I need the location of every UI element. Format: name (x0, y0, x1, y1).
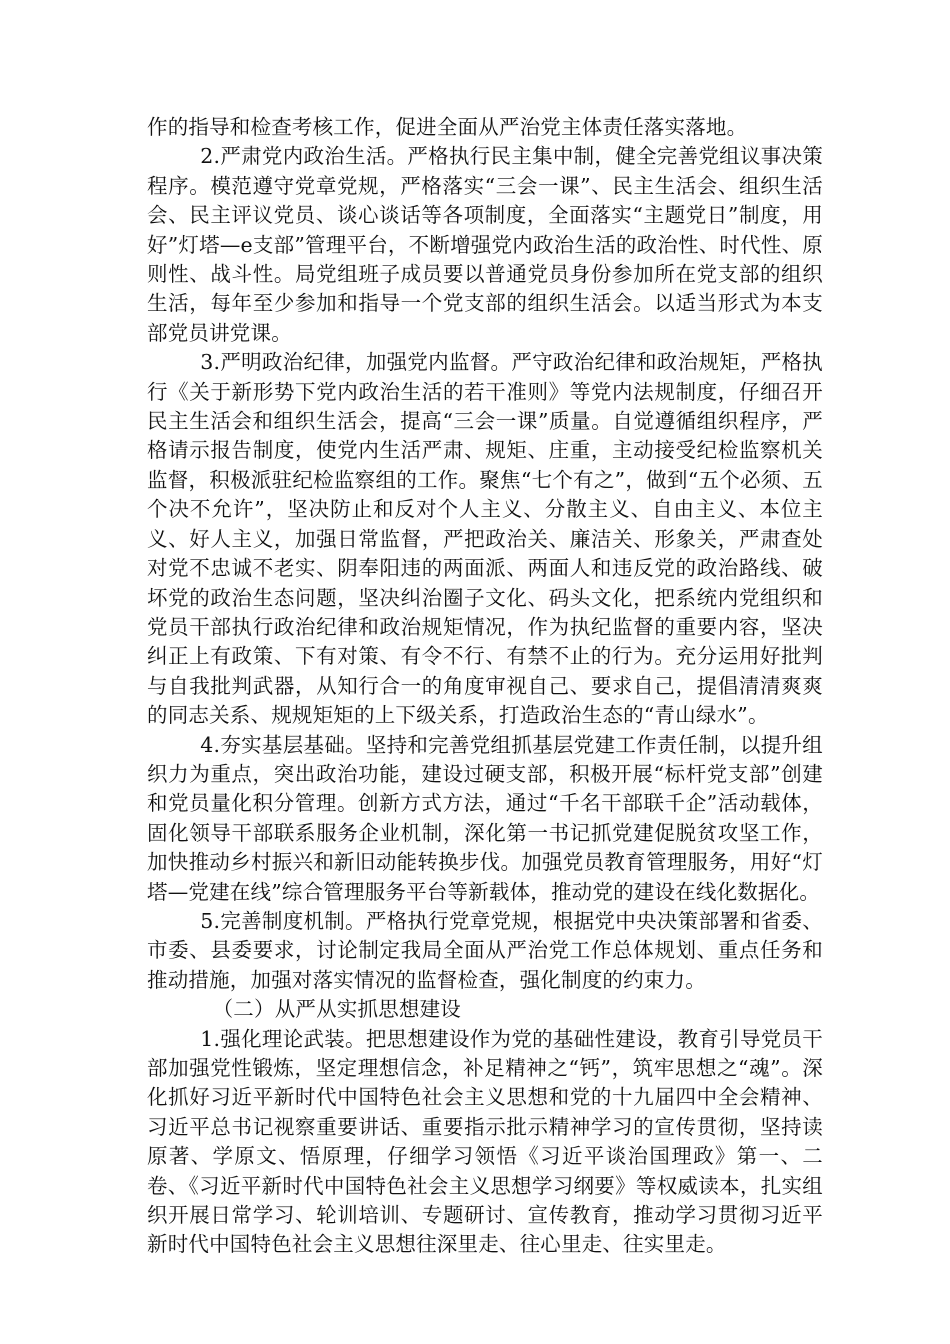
paragraph-item-4: 4.夯实基层基础。坚持和完善党组抓基层党建工作责任制，以提升组织力为重点，突出政治功能，建设过硬支部，积极开展“标杆党支部”创建和党员量化积分管理。创新方式方法，通过“千名干部联千企”活动载体，固化领导干部联系服务企业机制，深化第一书记抓党建促脱贫攻坚工作，加快推动乡村振兴和新旧动能转换步伐。加强党员教育管理服务，用好“灯塔—党建在线”综合管理服务平台等新载体，推动党的建设在线化数据化。 (147, 732, 823, 904)
paragraph-item-1: 1.强化理论武装。把思想建设作为党的基础性建设，教育引导党员干部加强党性锻炼，坚定理想信念，补足精神之“钙”，筑牢思想之“魂”。深化抓好习近平新时代中国特色社会主义思想和党的十九届四中全会精神、习近平总书记视察重要讲话、重要指示批示精神学习的宣传贯彻，坚持读原著、学原文、悟原理，仔细学习领悟《习近平谈治国理政》第一、二卷、《习近平新时代中国特色社会主义思想学习纲要》等权威读本，扎实组织开展日常学习、轮训培训、专题研讨、宣传教育，推动学习贯彻习近平新时代中国特色社会主义思想往深里走、往心里走、往实里走。 (147, 1026, 823, 1257)
paragraph-continuation: 作的指导和检查考核工作，促进全面从严治党主体责任落实落地。 (147, 115, 748, 139)
paragraph-item-5: 5.完善制度机制。严格执行党章党规，根据党中央决策部署和省委、市委、县委要求，讨论制定我局全面从严治党工作总体规划、重点任务和推动措施，加强对落实情况的监督检查，强化制度的约束力。 (147, 908, 823, 992)
paragraph-item-2: 2.严肃党内政治生活。严格执行民主集中制，健全完善党组议事决策程序。模范遵守党章党规，严格落实“三会一课”、民主生活会、组织生活会、民主评议党员、谈心谈话等各项制度，全面落实“主题党日”制度，用好”灯塔—e支部”管理平台，不断增强党内政治生活的政治性、时代性、原则性、战斗性。局党组班子成员要以普通党员身份参加所在党支部的组织生活，每年至少参加和指导一个党支部的组织生活会。以适当形式为本支部党员讲党课。 (147, 144, 823, 345)
paragraph-item-3: 3.严明政治纪律，加强党内监督。严守政治纪律和政治规矩，严格执行《关于新形势下党内政治生活的若干准则》等党内法规制度，仔细召开民主生活会和组织生活会，提高“三会一课”质量。自觉遵循组织程序，严格请示报告制度，使党内生活严肃、规矩、庄重，主动接受纪检监察机关监督，积极派驻纪检监察组的工作。聚焦“七个有之”，做到“五个必须、五个决不允许”，坚决防止和反对个人主义、分散主义、自由主义、本位主义、好人主义，加强日常监督，严把政治关、廉洁关、形象关，严肃查处对党不忠诚不老实、阴奉阳违的两面派、两面人和违反党的政治路线、破坏党的政治生态问题，坚决纠治圈子文化、码头文化，把系统内党组织和党员干部执行政治纪律和政治规矩情况，作为执纪监督的重要内容，坚决纠正上有政策、下有对策、有令不行、有禁不止的行为。充分运用好批判与自我批判武器，从知行合一的角度审视自己、要求自己，提倡清清爽爽的同志关系、规规矩矩的上下级关系，打造政治生态的“青山绿水”。 (147, 350, 823, 728)
document-body (147, 113, 823, 1260)
section-heading: （二）从严从实抓思想建设 (212, 997, 461, 1022)
